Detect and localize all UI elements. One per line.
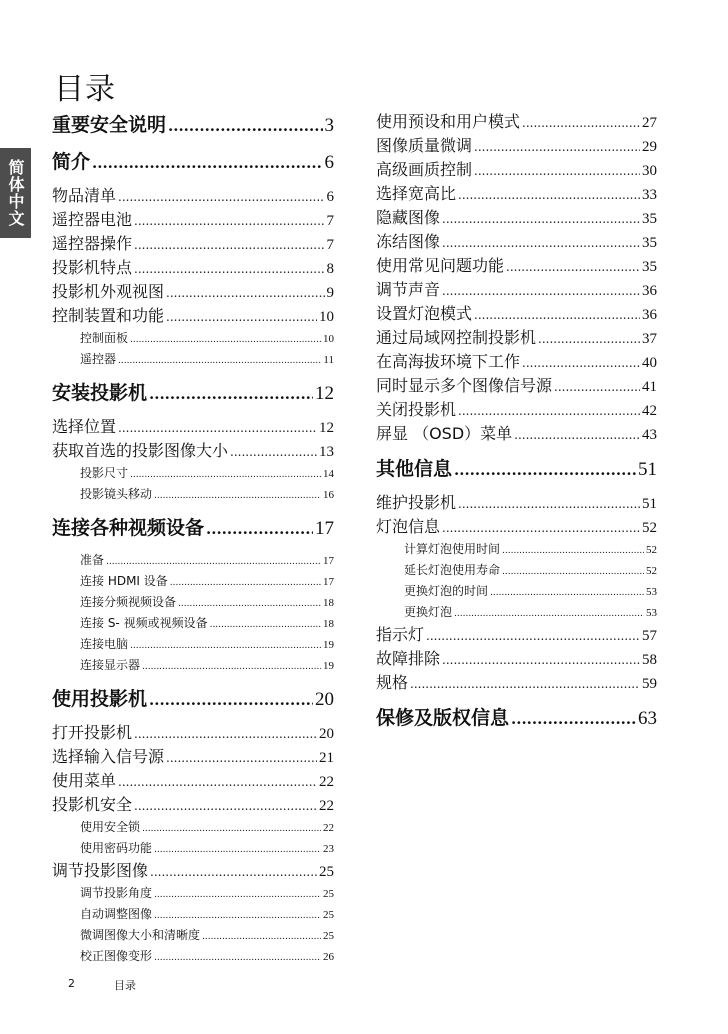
toc-entry[interactable] <box>52 415 334 439</box>
toc-entry-page: 27 <box>642 115 657 131</box>
toc-dot-leader <box>149 379 313 409</box>
toc-dot-leader <box>134 794 317 817</box>
toc-entry-label: 故障排除 <box>376 649 441 668</box>
toc-dot-leader <box>454 604 644 623</box>
toc-dot-leader <box>458 399 640 422</box>
toc-entry-label: 设置灯泡模式 <box>376 304 473 323</box>
toc-entry-label: 遥控器操作 <box>52 234 133 253</box>
toc-entry-label: 其他信息 <box>376 458 453 480</box>
toc-entry-label: 更换灯泡的时间 <box>404 584 489 598</box>
toc-dot-leader <box>154 885 321 904</box>
toc-entry-label: 连接电脑 <box>80 637 129 651</box>
toc-entry-page: 59 <box>642 676 657 692</box>
toc-entry[interactable] <box>376 374 657 398</box>
toc-entry-label: 关闭投影机 <box>376 400 457 419</box>
toc-dot-leader <box>511 704 636 734</box>
toc-entry-page: 51 <box>638 459 657 480</box>
toc-dot-leader <box>130 636 321 655</box>
toc-entry[interactable] <box>376 491 657 515</box>
toc-dot-leader <box>166 746 317 769</box>
toc-entry-label: 调节投影图像 <box>52 861 149 880</box>
toc-entry-page: 14 <box>323 468 334 480</box>
toc-entry[interactable] <box>52 946 334 967</box>
toc-entry[interactable] <box>52 184 334 208</box>
toc-entry-page: 9 <box>326 285 334 301</box>
toc-entry[interactable] <box>376 350 657 374</box>
toc-dot-leader <box>178 594 321 613</box>
footer-section-title: 目录 <box>114 979 136 992</box>
toc-entry[interactable] <box>52 349 334 370</box>
toc-dot-leader <box>142 819 321 838</box>
toc-entry-page: 63 <box>638 708 657 729</box>
toc-entry-page: 40 <box>642 355 657 371</box>
toc-dot-leader <box>210 615 321 634</box>
toc-entry-page: 42 <box>642 403 657 419</box>
toc-dot-leader <box>130 330 321 349</box>
page-title: 目录 <box>54 72 116 107</box>
toc-entry-page: 36 <box>642 283 657 299</box>
toc-entry-page: 25 <box>323 909 334 921</box>
toc-entry-page: 17 <box>323 555 334 567</box>
toc-entry[interactable] <box>52 208 334 232</box>
toc-dot-leader <box>426 624 640 647</box>
toc-entry[interactable] <box>376 254 657 278</box>
toc-dot-leader <box>522 351 640 374</box>
toc-entry-page: 17 <box>323 576 334 588</box>
toc-entry[interactable] <box>376 278 657 302</box>
toc-entry-label: 灯泡信息 <box>376 517 441 536</box>
toc-entry-label: 准备 <box>80 553 105 567</box>
toc-dot-leader <box>458 183 640 206</box>
toc-entry[interactable] <box>52 280 334 304</box>
toc-entry[interactable] <box>376 134 657 158</box>
toc-dot-leader <box>130 465 321 484</box>
toc-entry-page: 7 <box>326 237 334 253</box>
toc-entry[interactable] <box>52 110 334 147</box>
toc-entry[interactable] <box>376 422 657 446</box>
toc-dot-leader <box>106 552 321 571</box>
toc-entry-page: 35 <box>642 235 657 251</box>
toc-entry-label: 自动调整图像 <box>80 907 153 921</box>
toc-entry-page: 7 <box>326 213 334 229</box>
toc-entry[interactable] <box>376 182 657 206</box>
toc-dot-leader <box>118 416 317 439</box>
toc-entry-label: 打开投影机 <box>52 723 133 742</box>
toc-entry[interactable] <box>52 817 334 838</box>
toc-dot-leader <box>134 209 324 232</box>
toc-entry[interactable] <box>52 859 334 883</box>
toc-entry-label: 连接显示器 <box>80 658 141 672</box>
toc-entry-label: 使用预设和用户模式 <box>376 112 521 131</box>
toc-entry-label: 选择输入信号源 <box>52 747 165 766</box>
language-tab: 简体中文 <box>0 148 31 238</box>
toc-entry-label: 冻结图像 <box>376 232 441 251</box>
toc-dot-leader <box>166 305 317 328</box>
toc-entry-page: 52 <box>646 544 657 556</box>
toc-dot-leader <box>154 840 321 859</box>
toc-dot-leader <box>118 185 324 208</box>
toc-entry-label: 延长灯泡使用寿命 <box>404 563 501 577</box>
toc-entry-label: 投影机特点 <box>52 258 133 277</box>
toc-dot-leader <box>134 257 324 280</box>
toc-entry-page: 57 <box>642 628 657 644</box>
toc-entry[interactable] <box>52 793 334 817</box>
toc-entry[interactable] <box>52 463 334 484</box>
toc-entry[interactable] <box>376 703 657 740</box>
toc-entry-page: 35 <box>642 211 657 227</box>
toc-entry-label: 保修及版权信息 <box>376 707 510 729</box>
toc-entry-page: 20 <box>315 689 334 710</box>
toc-dot-leader <box>206 514 313 544</box>
toc-entry-label: 选择宽高比 <box>376 184 457 203</box>
toc-entry-page: 6 <box>324 152 334 173</box>
toc-entry[interactable] <box>52 745 334 769</box>
toc-entry-label: 图像质量微调 <box>376 136 473 155</box>
toc-entry[interactable] <box>52 904 334 925</box>
toc-entry[interactable] <box>376 560 657 581</box>
toc-dot-leader <box>134 233 324 256</box>
toc-entry-page: 25 <box>319 864 334 880</box>
toc-entry-page: 8 <box>326 261 334 277</box>
toc-entry-page: 29 <box>642 139 657 155</box>
toc-entry-label: 维护投影机 <box>376 493 457 512</box>
toc-dot-leader <box>490 583 644 602</box>
toc-entry[interactable] <box>376 110 657 134</box>
toc-entry[interactable] <box>52 925 334 946</box>
toc-entry[interactable] <box>376 206 657 230</box>
toc-entry-label: 调节声音 <box>376 280 441 299</box>
toc-entry-page: 22 <box>323 822 334 834</box>
toc-entry[interactable] <box>52 684 334 721</box>
toc-entry-page: 25 <box>323 930 334 942</box>
toc-entry-page: 13 <box>319 444 334 460</box>
toc-entry[interactable] <box>376 302 657 326</box>
toc-entry-label: 通过局域网控制投影机 <box>376 328 537 347</box>
toc-entry[interactable] <box>52 571 334 592</box>
toc-dot-leader <box>458 492 640 515</box>
toc-entry-page: 6 <box>326 189 334 205</box>
toc-entry-label: 隐藏图像 <box>376 208 441 227</box>
toc-dot-leader <box>118 770 317 793</box>
toc-entry[interactable] <box>52 378 334 415</box>
toc-entry-label: 规格 <box>376 673 409 692</box>
toc-entry-page: 21 <box>319 750 334 766</box>
toc-dot-leader <box>442 279 640 302</box>
toc-dot-leader <box>142 657 321 676</box>
toc-entry[interactable] <box>376 158 657 182</box>
toc-entry[interactable] <box>376 398 657 422</box>
toc-entry[interactable] <box>52 232 334 256</box>
toc-entry-label: 连接各种视频设备 <box>52 517 205 539</box>
toc-entry[interactable] <box>52 304 334 328</box>
toc-entry-page: 22 <box>319 798 334 814</box>
toc-entry-page: 10 <box>323 333 334 345</box>
toc-dot-leader <box>506 255 640 278</box>
toc-dot-leader <box>474 303 640 326</box>
toc-dot-leader <box>118 351 321 370</box>
toc-entry[interactable] <box>376 454 657 491</box>
toc-entry[interactable] <box>52 439 334 463</box>
toc-dot-leader <box>230 440 317 463</box>
toc-entry-label: 控制面板 <box>80 331 129 345</box>
toc-entry-page: 12 <box>319 420 334 436</box>
toc-entry[interactable] <box>52 592 334 613</box>
toc-entry[interactable] <box>52 147 334 184</box>
toc-dot-leader <box>134 722 317 745</box>
footer-page-number: 2 <box>68 977 75 990</box>
toc-dot-leader <box>538 327 640 350</box>
toc-entry-label: 连接分频视频设备 <box>80 595 177 609</box>
toc-dot-leader <box>502 562 644 581</box>
toc-entry[interactable] <box>52 513 334 550</box>
toc-entry-page: 20 <box>319 726 334 742</box>
toc-entry-page: 52 <box>646 565 657 577</box>
toc-left-column <box>52 110 334 967</box>
toc-entry-label: 同时显示多个图像信号源 <box>376 376 553 395</box>
toc-entry[interactable] <box>376 326 657 350</box>
toc-entry-label: 安装投影机 <box>52 382 148 404</box>
toc-dot-leader <box>168 111 322 141</box>
toc-entry-page: 19 <box>323 660 334 672</box>
toc-entry-label: 控制装置和功能 <box>52 306 165 325</box>
toc-entry-label: 校正图像变形 <box>80 949 153 963</box>
toc-entry-page: 43 <box>642 427 657 443</box>
toc-entry-label: 连接 S- 视频或视频设备 <box>80 616 208 630</box>
toc-dot-leader <box>202 927 321 946</box>
toc-entry-label: 调节投影角度 <box>80 886 153 900</box>
toc-entry[interactable] <box>52 256 334 280</box>
toc-entry-page: 41 <box>642 379 657 395</box>
toc-entry-label: 连接 HDMI 设备 <box>80 574 168 588</box>
toc-dot-leader <box>92 148 322 178</box>
toc-entry-label: 遥控器 <box>80 352 117 366</box>
toc-entry-label: 重要安全说明 <box>52 114 167 136</box>
toc-entry[interactable] <box>376 602 657 623</box>
toc-entry[interactable] <box>376 671 657 695</box>
toc-entry-label: 选择位置 <box>52 417 117 436</box>
toc-entry-page: 11 <box>323 354 334 366</box>
toc-entry-page: 53 <box>646 586 657 598</box>
toc-entry-page: 17 <box>315 518 334 539</box>
toc-entry-label: 计算灯泡使用时间 <box>404 542 501 556</box>
toc-entry[interactable] <box>376 230 657 254</box>
toc-entry[interactable] <box>52 838 334 859</box>
toc-entry-label: 使用密码功能 <box>80 841 153 855</box>
toc-entry[interactable] <box>376 581 657 602</box>
toc-entry[interactable] <box>52 655 334 676</box>
toc-entry-page: 10 <box>319 309 334 325</box>
toc-dot-leader <box>170 573 321 592</box>
toc-entry-label: 物品清单 <box>52 186 117 205</box>
toc-dot-leader <box>454 455 636 485</box>
toc-dot-leader <box>410 672 640 695</box>
toc-entry-page: 36 <box>642 307 657 323</box>
toc-entry-page: 53 <box>646 607 657 619</box>
toc-dot-leader <box>442 648 640 671</box>
toc-entry[interactable] <box>52 883 334 904</box>
toc-entry-label: 投影镜头移动 <box>80 487 153 501</box>
toc-right-column <box>376 110 657 740</box>
toc-entry-label: 更换灯泡 <box>404 605 453 619</box>
toc-entry[interactable] <box>52 721 334 745</box>
toc-dot-leader <box>522 111 640 134</box>
toc-entry-label: 使用菜单 <box>52 771 117 790</box>
toc-entry[interactable] <box>52 769 334 793</box>
toc-dot-leader <box>154 906 321 925</box>
toc-entry[interactable] <box>376 647 657 671</box>
toc-entry-page: 18 <box>323 618 334 630</box>
toc-entry-page: 37 <box>642 331 657 347</box>
toc-entry-label: 投影机安全 <box>52 795 133 814</box>
toc-entry-page: 22 <box>319 774 334 790</box>
toc-entry[interactable] <box>376 539 657 560</box>
toc-entry-label: 遥控器电池 <box>52 210 133 229</box>
toc-dot-leader <box>154 486 321 505</box>
toc-dot-leader <box>502 541 644 560</box>
toc-dot-leader <box>514 423 640 446</box>
toc-entry-page: 25 <box>323 888 334 900</box>
toc-entry-label: 在高海拔环境下工作 <box>376 352 521 371</box>
toc-dot-leader <box>150 860 317 883</box>
toc-entry-label: 投影机外观视图 <box>52 282 165 301</box>
toc-entry-label: 屏显 （OSD）菜单 <box>376 424 513 443</box>
toc-entry[interactable] <box>376 515 657 539</box>
toc-entry-label: 指示灯 <box>376 625 425 644</box>
toc-entry[interactable] <box>52 484 334 505</box>
toc-entry[interactable] <box>376 623 657 647</box>
toc-entry-page: 26 <box>323 951 334 963</box>
toc-entry-page: 33 <box>642 187 657 203</box>
toc-entry-page: 30 <box>642 163 657 179</box>
toc-dot-leader <box>154 948 321 967</box>
toc-dot-leader <box>166 281 324 304</box>
toc-dot-leader <box>474 159 640 182</box>
toc-entry-page: 12 <box>315 383 334 404</box>
toc-entry-page: 23 <box>323 843 334 855</box>
toc-entry-page: 19 <box>323 639 334 651</box>
toc-entry-label: 使用投影机 <box>52 688 148 710</box>
toc-entry[interactable] <box>52 613 334 634</box>
toc-dot-leader <box>149 685 313 715</box>
toc-entry-label: 高级画质控制 <box>376 160 473 179</box>
toc-dot-leader <box>442 516 640 539</box>
toc-dot-leader <box>442 207 640 230</box>
toc-entry[interactable] <box>52 634 334 655</box>
toc-entry[interactable] <box>52 328 334 349</box>
toc-entry-page: 35 <box>642 259 657 275</box>
toc-dot-leader <box>474 135 640 158</box>
toc-entry-page: 58 <box>642 652 657 668</box>
toc-entry-page: 51 <box>642 496 657 512</box>
toc-entry-label: 使用安全锁 <box>80 820 141 834</box>
toc-entry[interactable] <box>52 550 334 571</box>
toc-entry-page: 3 <box>324 115 334 136</box>
toc-entry-label: 简介 <box>52 151 91 173</box>
toc-entry-label: 使用常见问题功能 <box>376 256 505 275</box>
toc-entry-page: 52 <box>642 520 657 536</box>
toc-entry-label: 获取首选的投影图像大小 <box>52 441 229 460</box>
toc-entry-label: 微调图像大小和清晰度 <box>80 928 201 942</box>
toc-dot-leader <box>442 231 640 254</box>
toc-entry-page: 18 <box>323 597 334 609</box>
toc-entry-page: 16 <box>323 489 334 501</box>
toc-entry-label: 投影尺寸 <box>80 466 129 480</box>
toc-dot-leader <box>554 375 640 398</box>
